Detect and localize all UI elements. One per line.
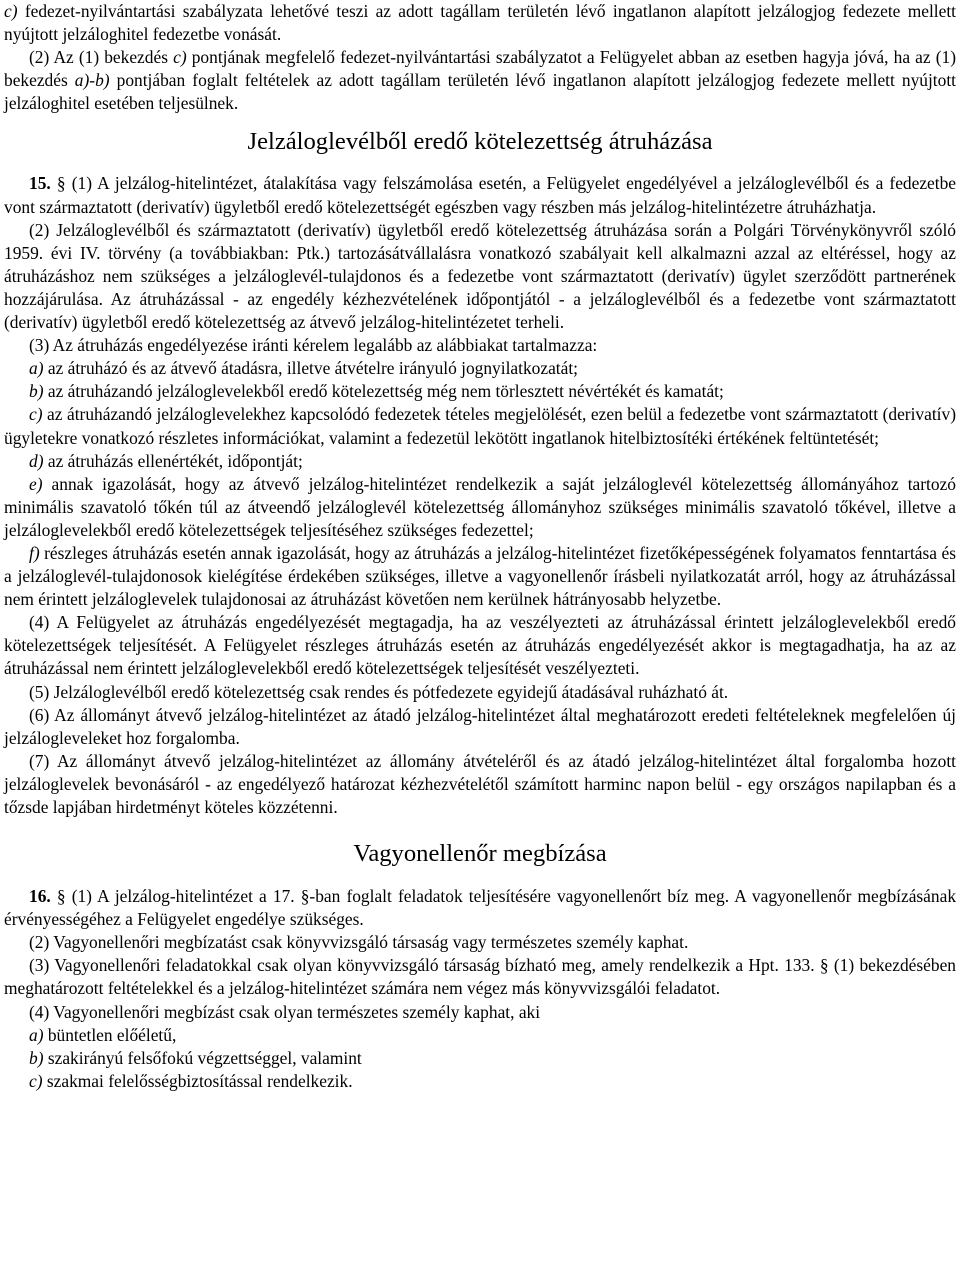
item-text: büntetlen előéletű,: [43, 1024, 177, 1045]
item-text: az átruházó és az átvevő átadásra, illetve átvételre irányuló jognyilatkozatát;: [43, 358, 579, 379]
item-letter: d): [29, 450, 44, 471]
item-reference: c): [173, 47, 187, 68]
section-15-paragraph-7: (7) Az állományt átvevő jelzálog-hitelintézet az állomány átvételéről és az átadó jelzálog-hitelintézet által forgalomba hozott jelzáloglevelek bevonásáról - az engedélyező határozat kézhezvételétől számított harminc napon belül - egy országos napilapban és a tőzsde lapjában hirdetményt köteles közzétenni.: [4, 750, 956, 817]
section-heading: Jelzáloglevélből eredő kötelezettség átruházása: [247, 128, 713, 156]
section-16-paragraph-4: (4) Vagyonellenőri megbízást csak olyan természetes személy kaphat, aki: [29, 1001, 541, 1022]
item-letter: a): [29, 358, 44, 379]
item-text: az átruházás ellenértékét, időpontját;: [43, 450, 303, 471]
list-item: [4, 1047, 956, 1070]
section-16-paragraph-1: [4, 885, 956, 931]
item-text: annak igazolását, hogy az átvevő jelzálog-hitelintézet rendelkezik a saját jelzáloglevél kötelezettség állományához tartozó minimális szavatoló tőkén túl az átveendő jelzáloglevél kötelezettség állományhoz szükséges minimális szavatoló tőkével, illetve a jelzáloglevelekből eredő kötelezettségek teljesítéséhez szükséges fedezettel;: [4, 473, 956, 540]
list-item: [4, 542, 956, 611]
section-number: 15.: [29, 173, 51, 194]
item-letter: c): [29, 1070, 43, 1091]
section-number: 16.: [29, 886, 51, 907]
list-item: [4, 473, 956, 542]
item-letter: e): [29, 473, 43, 494]
item-letter: a): [29, 1024, 44, 1045]
item-letter: b): [29, 381, 44, 402]
item-letter: b): [29, 1047, 44, 1068]
section-15-paragraph-4: (4) A Felügyelet az átruházás engedélyezését megtagadja, ha az veszélyezteti az átruházással érintett jelzáloglevelekből eredő kötelezettségek teljesítését. A Felügyelet részleges átruházás esetén az átruházás engedélyezését akkor is megtagadhatja, ha az az átruházással nem érintett jelzáloglevelekből eredő kötelezettségek teljesítését veszélyezteti.: [4, 612, 956, 679]
paragraph-text: pontjában foglalt feltételek az adott tagállam területén lévő ingatlanon alapított jelzálogjog fedezete mellett nyújtott jelzáloghitel esetében teljesülnek.: [4, 70, 956, 114]
section-15-paragraph-2: (2) Jelzáloglevélből és származtatott (derivatív) ügyletből eredő kötelezettség átruházása során a Polgári Törvénykönyvről szóló 1959. évi IV. törvény (a továbbiakban: Ptk.) tartozásátvállalásra vonatkozó szabályait kell alkalmazni azzal az eltéréssel, hogy az átruházáshoz nem szükséges a jelzáloglevél-tulajdonos és a fedezetbe vont származtatott (derivatív) ügylet szerződött partnerének hozzájárulása. Az átruházással - az engedély kézhezvételének időpontjától - a jelzáloglevélből és a fedezetbe vont származtatott (derivatív) ügyletből eredő kötelezettség az átvevő jelzálog-hitelintézetet terheli.: [4, 219, 956, 333]
section-16-paragraph-3: (3) Vagyonellenőri feladatokkal csak olyan könyvvizsgáló társaság bízható meg, amely rendelkezik a Hpt. 133. § (1) bekezdésében meghatározott feltételekkel és a jelzálog-hitelintézet számára nem végez más könyvvizsgálói feladatot.: [4, 955, 956, 999]
paragraph-text: (1) A jelzálog-hitelintézet, átalakítása vagy felszámolása esetén, a Felügyelet engedélyével a jelzáloglevélből és a fedezetbe vont származtatott (derivatív) ügyletből eredő kötelezettségét egészben vagy részben más jelzálog-hitelintézetre átruházhatja.: [4, 173, 957, 217]
document-page: [4, 0, 956, 1093]
item-reference: a)-b): [74, 70, 110, 91]
list-item: [4, 450, 956, 473]
top-paragraph: [4, 0, 956, 46]
item-letter: c): [4, 1, 18, 21]
section-15-paragraph-1: [4, 172, 956, 218]
list-item: [4, 403, 956, 449]
list-item: [4, 357, 956, 380]
item-text: részleges átruházás esetén annak igazolását, hogy az átruházás a jelzálog-hitelintézet fizetőképességének folyamatos fenntartása és a jelzáloglevél-tulajdonosok kielégítése érdekében szükséges, illetve a vagyonellenőr írásbeli nyilatkozatát arról, hogy az átruházással nem érintett jelzáloglevelek tulajdonosai az átruházást követően nem kerülnek hátrányosabb helyzetbe.: [4, 542, 956, 610]
section-15-paragraph-6: (6) Az állományt átvevő jelzálog-hitelintézet az átadó jelzálog-hitelintézet által meghatározott eredeti feltételeknek megfelelően új jelzálogleveleket hoz forgalomba.: [4, 704, 956, 748]
section-heading: Vagyonellenőr megbízása: [353, 840, 607, 868]
list-item: [4, 1070, 956, 1093]
section-15-paragraph-3: (3) Az átruházás engedélyezése iránti kérelem legalább az alábbiakat tartalmazza:: [29, 335, 598, 356]
section-16-paragraph-2: (2) Vagyonellenőri megbízatást csak könyvvizsgáló társaság vagy természetes személy kaphat.: [29, 932, 689, 953]
section-mark: §: [50, 173, 72, 194]
paragraph-text: (2) Az (1) bekezdés: [29, 47, 174, 68]
item-text: az átruházandó jelzáloglevelekhez kapcsolódó fedezetek tételes megjelölését, ezen belül a fedezetbe vont származtatott (derivatív) ügyletekre vonatkozó részletes információkat, valamint a fedezetül lekötött ingatlanok hitelbiztosítéki értékének feltüntetését;: [4, 404, 956, 448]
list-item: [4, 1024, 956, 1047]
item-letter: c): [29, 404, 43, 425]
paragraph-2: [4, 46, 956, 115]
section-15-paragraph-5: (5) Jelzáloglevélből eredő kötelezettség csak rendes és pótfedezete egyidejű átadásával ruházható át.: [29, 681, 729, 702]
item-letter: f): [29, 542, 40, 563]
paragraph-text: pontjának megfelelő fedezet-nyilvántartási szabályzatot a Felügyelet abban az esetben hagyja jóvá, ha az (1) bekezdés: [4, 47, 956, 91]
section-mark: §: [50, 886, 72, 907]
item-text: szakmai felelősségbiztosítással rendelkezik.: [42, 1070, 353, 1091]
item-text: fedezet-nyilvántartási szabályzata lehetővé teszi az adott tagállam területén lévő ingatlanon alapított jelzálogjog fedezete mellett nyújtott jelzáloghitel fedezetbe vonását.: [4, 1, 956, 45]
paragraph-text: (1) A jelzálog-hitelintézet a 17. §-ban foglalt feladatok teljesítésére vagyonellenőrt bíz meg. A vagyonellenőr megbízásának érvényességéhez a Felügyelet engedélye szükséges.: [4, 886, 957, 930]
item-text: az átruházandó jelzáloglevelekből eredő kötelezettség még nem törlesztett névértékét és kamatát;: [43, 381, 724, 402]
list-item: [4, 380, 956, 403]
item-text: szakirányú felsőfokú végzettséggel, valamint: [43, 1047, 362, 1068]
